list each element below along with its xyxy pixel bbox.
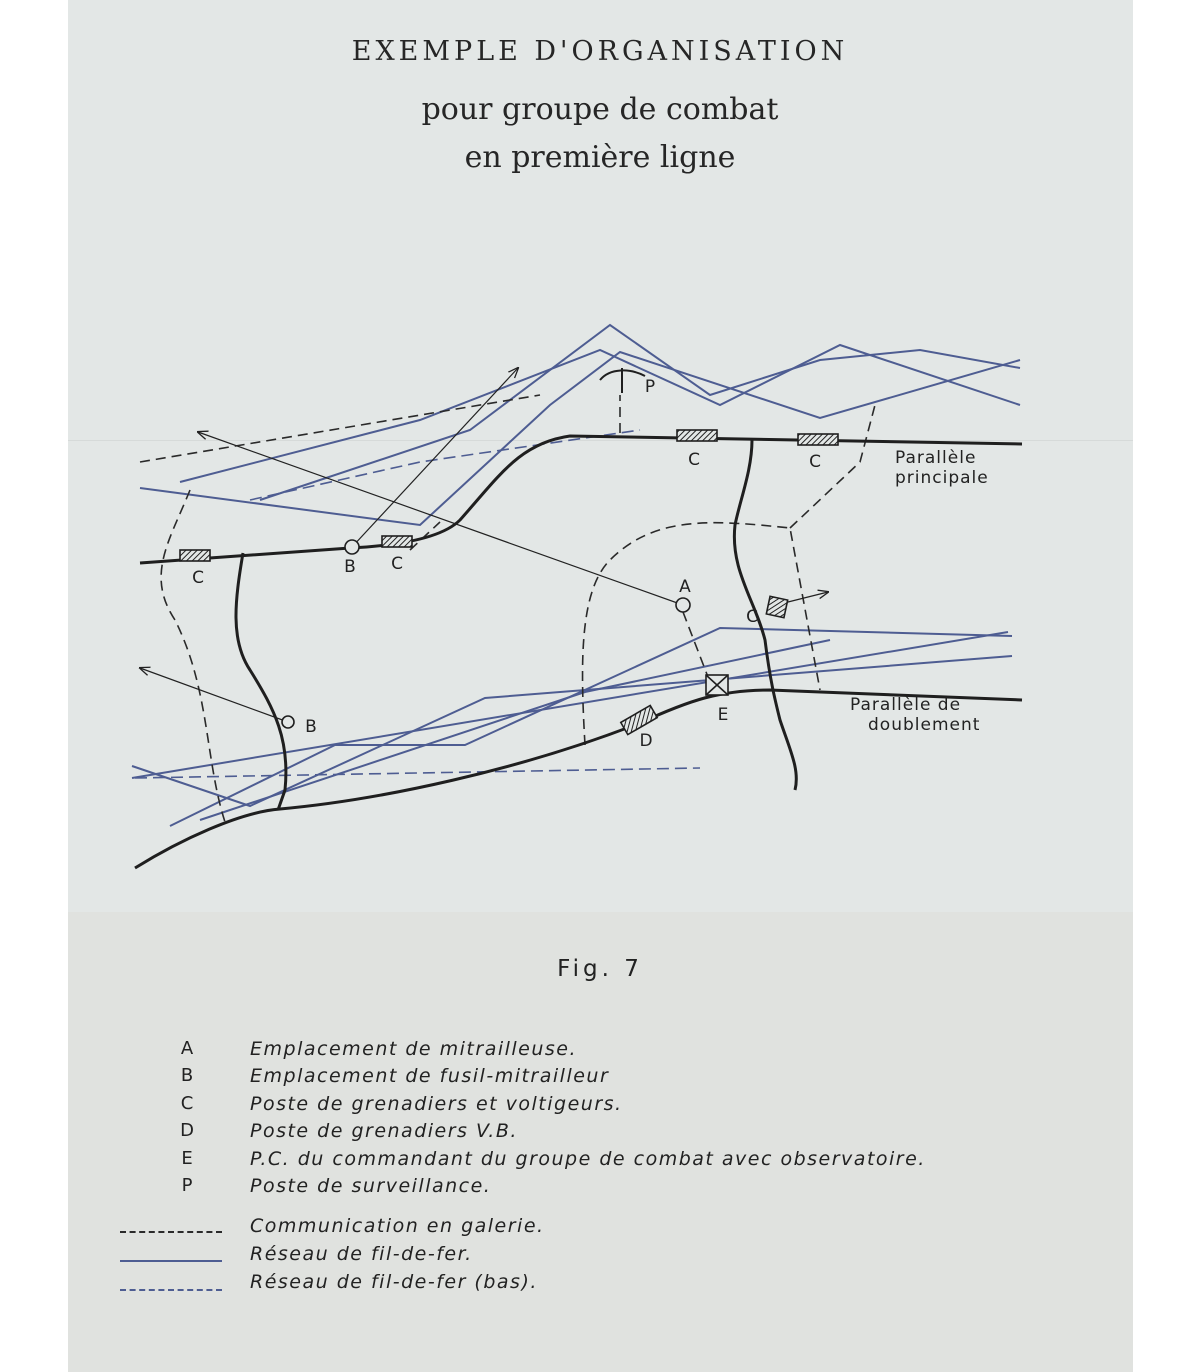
legend-key: E	[181, 1148, 193, 1169]
label-b-lower: B	[305, 717, 317, 737]
post-c-right	[766, 596, 787, 617]
title-line-2: pour groupe de combat	[421, 92, 779, 127]
legend-dashed-blue-swatch	[120, 1289, 222, 1291]
parallel-doublement-line2: doublement	[868, 715, 981, 735]
title-line-1: EXEMPLE D'ORGANISATION	[351, 36, 849, 67]
legend-text: P.C. du commandant du groupe de combat avec observatoire.	[250, 1148, 926, 1170]
posts	[180, 430, 838, 735]
title-line-3: en première ligne	[464, 140, 736, 175]
legend-text: Poste de grenadiers V.B.	[250, 1120, 518, 1142]
parallel-doublement-line1: Parallèle de	[850, 695, 962, 715]
position-b-upper	[345, 540, 359, 554]
legend-solid-blue-swatch	[120, 1260, 222, 1262]
label-b-upper: B	[344, 557, 356, 577]
surveillance-post-p	[600, 368, 645, 393]
label-c-right: C	[746, 607, 758, 627]
parallel-principale-line2: principale	[895, 468, 989, 488]
parallel-labels	[850, 448, 989, 735]
legend-key: D	[180, 1120, 194, 1141]
command-post-e	[706, 675, 728, 695]
low-wire-network	[135, 430, 700, 778]
label-c-center: C	[391, 554, 403, 574]
label-d: D	[639, 731, 653, 751]
legend-key: B	[180, 1065, 194, 1086]
legend-key: P	[181, 1175, 193, 1196]
label-a: A	[679, 577, 691, 597]
figure-label: Fig. 7	[557, 956, 643, 982]
legend-text: Poste de grenadiers et voltigeurs.	[250, 1093, 623, 1115]
label-c-main-1: C	[688, 450, 700, 470]
legend-key: A	[180, 1038, 194, 1059]
label-e: E	[717, 705, 729, 725]
label-p: P	[644, 377, 656, 397]
communication-trench-left	[236, 553, 286, 810]
post-c-main-2	[798, 434, 838, 445]
legend-text: Réseau de fil-de-fer (bas).	[250, 1271, 538, 1293]
position-b-lower	[282, 716, 294, 728]
legend-text: Emplacement de mitrailleuse.	[250, 1038, 578, 1060]
post-c-center	[382, 536, 412, 547]
post-c-left	[180, 550, 210, 561]
post-c-main-1	[677, 430, 717, 441]
legend-dashed-black-swatch	[120, 1231, 222, 1233]
legend-key: C	[180, 1093, 194, 1114]
communication-trench-right	[734, 440, 796, 790]
parallel-principale-line1: Parallèle	[895, 448, 977, 468]
parallel-principale-trench	[140, 436, 1022, 563]
fire-arrows	[140, 368, 828, 722]
legend-text: Poste de surveillance.	[250, 1175, 492, 1197]
label-c-main-2: C	[809, 452, 821, 472]
label-c-left: C	[192, 568, 204, 588]
legend-text: Emplacement de fusil-mitrailleur	[250, 1065, 610, 1087]
position-a	[676, 598, 690, 612]
legend-text: Réseau de fil-de-fer.	[250, 1243, 473, 1265]
legend-text: Communication en galerie.	[250, 1215, 545, 1237]
